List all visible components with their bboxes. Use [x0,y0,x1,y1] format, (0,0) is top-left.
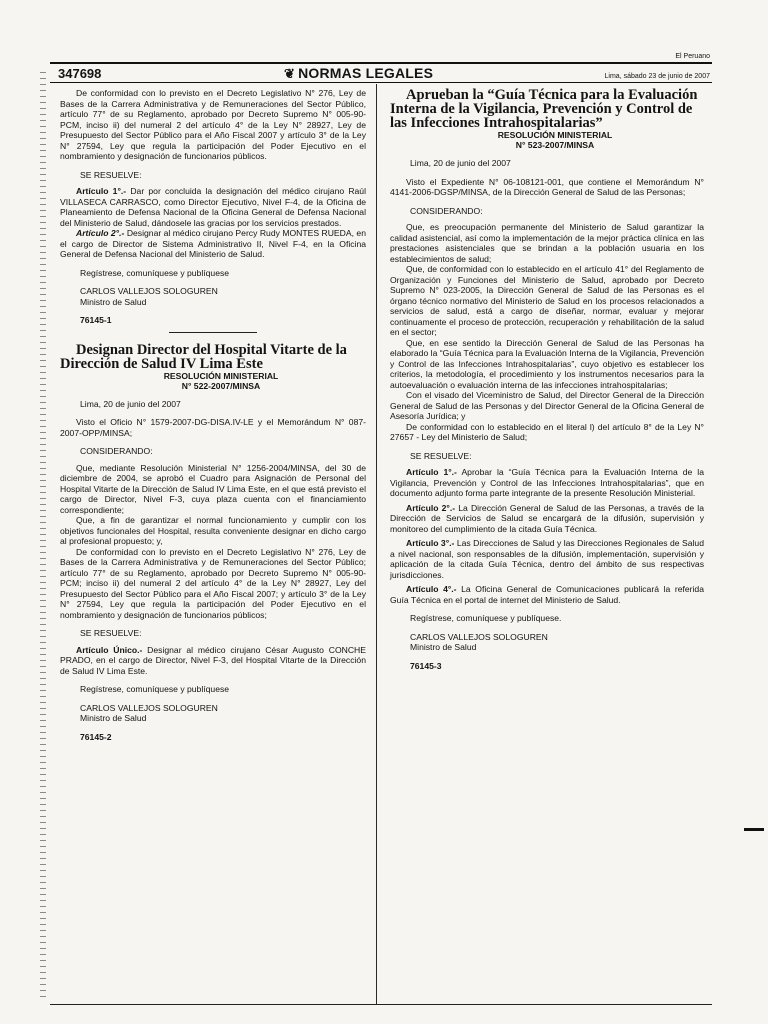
register-line-2: Regístrese, comuníquese y publíquese [80,684,230,694]
considerando-right-2: Que, de conformidad con lo establecido en el artículo 41° del Reglamento de Organización y Funciones del Ministerio de Salud, aprobado por Decreto Supremo N° 023-2005, la Dirección General de Salud de las Personas es el órgano técnico normativo del Ministerio de Salud en los procesos relacionados a servicios de salud, está a cargo de diseñar, normar, evaluar y mejorar continuamente el proceso de protección, recuperación y rehabilitación de la salud en el sector; [390,264,704,337]
article-2-text: Designar al médico cirujano Percy Rudy MONTES RUEDA, en el cargo de Director de Sistema Administrativo II, Nivel F-4, en la Oficina General de Defensa Nacional del Ministerio de Salud. [60,228,366,259]
intro-paragraph: De conformidad con lo previsto en el Decreto Legislativo N° 276, Ley de Bases de la Carrera Administrativa y de Remuneraciones del Sector Público, artículo 77° de su Reglamento, aprobado por Decreto Supremo N° 005-90-PCM, inciso ii) del numeral 2 del artículo 4° de la Ley N° 28927, Ley de Presupuesto del Sector Público para el Año Fiscal 2007 y artículo 3° de la Ley N° 27594, Ley que regula la participación del Poder Ejecutivo en el nombramiento y designación de funcionarios públicos. [60,88,366,161]
article-2-label: Artículo 2°.- [76,228,125,238]
article-right-2-text: La Dirección General de Salud de las Personas, a través de la Dirección de Servicios de Salud se encargará de la difusión, supervisión y monitoreo del cumplimiento de la citada Guía Técnica. [390,502,704,534]
signer-name-2: CARLOS VALLEJOS SOLOGUREN [80,702,218,713]
article-right-3 [390,538,704,580]
article-title-right: Aprueban la “Guía Técnica para la Evaluación Interna de la Vigilancia, Prevención y Control de las Infecciones Intrahospitalarias” [390,87,698,131]
document-code-2: 76145-2 [80,731,112,742]
issue-date: Lima, sábado 23 de junio de 2007 [604,73,710,80]
considerando-right-4: Con el visado del Viceministro de Salud, del Director General de la Dirección General de Salud de las Personas y del Director General de la Oficina General de Asesoría Jurídica; y [390,390,704,421]
article-right-1-label: Artículo 1°.- [406,467,457,477]
considerando-right-1: Que, es preocupación permanente del Ministerio de Salud garantizar la calidad asistencial, así como la implementación de la mejor práctica clínica en las prestaciones asistenciales que se brindan a la población usuaria en los establecimientos de salud; [390,222,704,264]
date-line: Lima, 20 de junio del 2007 [80,398,181,409]
considerando-right-5: De conformidad con lo establecido en el literal l) del artículo 8° de la Ley N° 27657 - Ley del Ministerio de Salud; [390,421,704,442]
article-1 [60,186,366,228]
resolution-number: N° 522-2007/MINSA [181,380,261,391]
register-line-right: Regístrese, comuníquese y publíquese. [410,613,562,623]
signer-role-2: Ministro de Salud [80,713,147,723]
article-right-4 [390,584,704,605]
se-resuelve-label-2: SE RESUELVE: [80,628,142,638]
article-2 [60,228,366,260]
resolution-label-right: RESOLUCIÓN MINISTERIAL [497,130,613,140]
article-1-label: Artículo 1°.- [76,186,127,196]
signer-role: Ministro de Salud [80,296,147,307]
signer-name-right: CARLOS VALLEJOS SOLOGUREN [410,631,548,642]
considerando-2: Que, a fin de garantizar el normal funcionamiento y cumplir con los objetivos funcionales del Hospital, resulta conveniente designar en dicho cargo al profesional propuesto; y, [60,515,366,546]
visto-paragraph: Visto el Oficio N° 1579-2007-DG-DISA.IV-LE y el Memorándum N° 087-2007-OPP/MINSA; [60,417,366,438]
article-right-4-label: Artículo 4°.- [406,584,457,594]
page-number: 347698 [58,66,102,81]
header-rule [50,82,712,83]
article-unico [60,645,366,677]
article-title: Designan Director del Hospital Vitarte de la Dirección de Salud IV Lima Este [60,341,347,372]
resolution-number-right: N° 523-2007/MINSA [515,140,595,150]
scan-edge-mark [744,828,764,831]
article-1-text: Dar por concluida la designación del médico cirujano Raúl VILLASECA CARRASCO, como Director Ejecutivo, Nivel F-4, de la Oficina de Planeamiento de Defensa Nacional de la Oficina General de Defensa Nacional del Ministerio de Salud, dándosele las gracias por los servicios prestados. [60,186,366,228]
signer-name: CARLOS VALLEJOS SOLOGUREN [80,286,218,296]
register-line: Regístrese, comuníquese y publíquese [80,267,230,278]
section-title [284,65,433,82]
article-right-1 [390,467,704,499]
document-code-right: 76145-3 [410,660,442,671]
se-resuelve-label: SE RESUELVE: [80,169,142,180]
considerando-right-3: Que, en ese sentido la Dirección General de Salud de las Personas ha elaborado la “Guía Técnica para la Evaluación Interna de la Vigilancia, Prevención y Control de las Infecciones Intrahospitalarias”, cuyo objetivo es establecer los criterios, la metodología, el procedimiento y los instrumentos necesarios para la autoevaluación o evaluación interna de las infecciones intrahospitalarias; [390,337,704,390]
article-right-4-text: La Oficina General de Comunicaciones publicará la referida Guía Técnica en el portal de internet del Ministerio de Salud. [390,584,704,605]
article-right-2 [390,503,704,535]
considerando-3: De conformidad con lo previsto en el Decreto Legislativo N° 276, Ley de Bases de la Carrera Administrativa y de Remuneraciones del Sector Público; artículo 77° de su Reglamento, aprobado por Decreto Supremo N° 005-90-PCM; inciso ii) del numeral 2 del artículo 4° de la Ley N° 28927, Ley del Presupuesto del Sector Público para el Año Fiscal 2007; y artículo 3° de la Ley N° 27594, Ley que regula la participación del Poder Ejecutivo en el nombramiento y designación de funcionarios públicos; [60,546,366,620]
section-title-text: NORMAS LEGALES [298,65,434,81]
considerando-label: CONSIDERANDO: [80,446,153,456]
newspaper-name: El Peruano [675,53,710,60]
article-unico-label: Artículo Único.- [76,644,143,655]
article-unico-text: Designar al médico cirujano César Augusto CONCHE PRADO, en el cargo de Director, Nivel F-3, del Hospital Vitarte de la Dirección de Salud IV Lima Este. [60,644,366,676]
article-separator [169,332,257,333]
visto-paragraph-right: Visto el Expediente N° 06-108121-001, que contiene el Memorándum N° 4141-2006-DGSP/MINSA, de la Dirección General de Salud de las Personas; [390,176,704,197]
right-column [390,88,704,671]
document-code: 76145-1 [80,315,112,325]
considerando-label-right: CONSIDERANDO: [410,205,483,216]
signer-role-right: Ministro de Salud [410,642,477,652]
resolution-label: RESOLUCIÓN MINISTERIAL [163,370,279,381]
article-right-1-text: Aprobar la “Guía Técnica para la Evaluación Interna de la Vigilancia, Prevención y Control de las Infecciones Intrahospitalarias”, que en documento adjunto forma parte integrante de la presente Resolución Ministerial. [390,467,704,498]
column-divider [376,84,377,1004]
bottom-rule [50,1004,712,1005]
se-resuelve-label-right: SE RESUELVE: [410,450,472,461]
article-right-3-label: Artículo 3°.- [406,538,455,548]
top-rule [50,62,712,64]
considerando-1: Que, mediante Resolución Ministerial N° 1256-2004/MINSA, del 30 de diciembre de 2004, se aprobó el Cuadro para Asignación de Personal del Hospital Vitarte de la Dirección de Salud IV Lima Este, en el que está previsto el cargo de Director, Nivel F-3, cuya plaza cuenta con el financiamiento correspondiente; [60,462,366,515]
left-column [60,88,366,742]
date-line-right: Lima, 20 de junio del 2007 [410,158,511,168]
masthead-emblem-icon: ❦ [284,66,296,81]
article-right-3-text: Las Direcciones de Salud y las Direcciones Regionales de Salud a nivel nacional, son responsables de la difusión, implementación, supervisión y aplicación de la citada Guía Técnica, dentro del ámbito de sus respectivas jurisdicciones. [390,538,704,580]
scan-margin-marks [40,72,46,1002]
article-right-2-label: Artículo 2°.- [406,502,456,513]
